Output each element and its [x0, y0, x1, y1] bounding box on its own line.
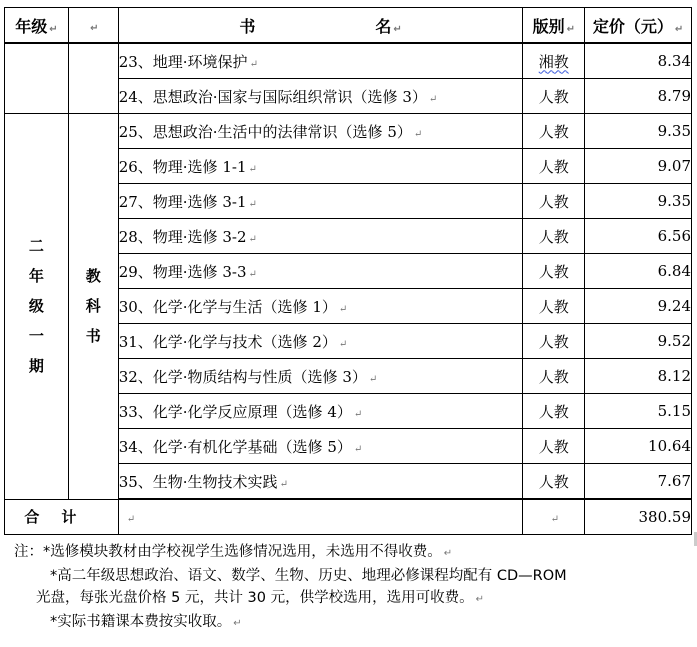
- grade-char: 期: [28, 357, 44, 376]
- header-book-name: 书 名 ↵: [118, 8, 523, 44]
- book-name-cell: 24、思想政治·国家与国际组织常识（选修 3） ↵: [118, 79, 523, 114]
- publisher-cell: 人教: [523, 429, 585, 464]
- price-cell: 6.84: [585, 254, 692, 289]
- book-name-cell: 28、物理·选修 3-2 ↵: [118, 219, 523, 254]
- price-cell: 9.35: [585, 114, 692, 149]
- price-cell: 9.07: [585, 149, 692, 184]
- header-publisher: 版别 ↵: [523, 8, 585, 44]
- total-empty-publisher: ↵: [523, 499, 585, 535]
- table-row: [5, 43, 692, 79]
- publisher-cell: 人教: [523, 359, 585, 394]
- price-cell: 9.24: [585, 289, 692, 324]
- type-char: 科: [85, 297, 101, 316]
- header-price: 定价（元） ↵: [585, 8, 692, 44]
- publisher-cell: 人教: [523, 149, 585, 184]
- book-name-cell: 27、物理·选修 3-1 ↵: [118, 184, 523, 219]
- note-line-3: 光盘，每张光盘价格 5 元，共计 30 元，供学校选用，选用可收费。 ↵: [36, 590, 485, 606]
- book-name-cell: 29、物理·选修 3-3 ↵: [118, 254, 523, 289]
- publisher-cell: 人教: [523, 289, 585, 324]
- book-name-cell: 33、化学·化学反应原理（选修 4） ↵: [118, 394, 523, 429]
- price-cell: 8.79: [585, 79, 692, 114]
- publisher-cell: 人教: [523, 394, 585, 429]
- publisher-cell: 湘教: [523, 43, 585, 79]
- type-char: 教: [85, 267, 101, 286]
- price-cell: 7.67: [585, 464, 692, 500]
- price-cell: 8.34: [585, 43, 692, 79]
- publisher-cell: 人教: [523, 184, 585, 219]
- grade-char: 二: [28, 237, 44, 256]
- publisher-cell: 人教: [523, 79, 585, 114]
- publisher-cell: 人教: [523, 464, 585, 500]
- type-cell-empty: [68, 43, 118, 114]
- grade-char: 年: [28, 267, 44, 286]
- grade-cell-empty: [5, 43, 69, 114]
- price-cell: 9.52: [585, 324, 692, 359]
- book-name-cell: 32、化学·物质结构与性质（选修 3） ↵: [118, 359, 523, 394]
- price-cell: 10.64: [585, 429, 692, 464]
- grade-cell: [5, 114, 69, 500]
- grade-char: 一: [28, 327, 44, 346]
- book-name-cell: 30、化学·化学与生活（选修 1） ↵: [118, 289, 523, 324]
- total-value: 380.59: [585, 499, 692, 535]
- price-cell: 9.35: [585, 184, 692, 219]
- price-cell: 8.12: [585, 359, 692, 394]
- type-cell: [68, 114, 118, 500]
- total-label: 合计: [5, 499, 119, 535]
- table-row: [5, 114, 692, 149]
- book-name-cell: 34、化学·有机化学基础（选修 5） ↵: [118, 429, 523, 464]
- type-char: 书: [85, 327, 101, 346]
- book-name-cell: 35、生物·生物技术实践 ↵: [118, 464, 523, 500]
- note-line-4: *实际书籍课本费按实收取。 ↵: [50, 614, 242, 630]
- textbook-price-table: [4, 7, 692, 535]
- table-header-row: [5, 8, 692, 44]
- publisher-cell: 人教: [523, 114, 585, 149]
- note-line-2: *高二年级思想政治、语文、数学、生物、历史、地理必修课程均配有 CD—ROM: [50, 568, 567, 584]
- grade-char: 级: [28, 297, 44, 316]
- publisher-cell: 人教: [523, 324, 585, 359]
- price-cell: 6.56: [585, 219, 692, 254]
- total-row: [5, 499, 692, 535]
- total-empty-name: ↵: [118, 499, 523, 535]
- book-name-cell: 25、思想政治·生活中的法律常识（选修 5） ↵: [118, 114, 523, 149]
- book-name-cell: 23、地理·环境保护 ↵: [118, 43, 523, 79]
- book-name-cell: 31、化学·化学与技术（选修 2） ↵: [118, 324, 523, 359]
- note-line-1: 注：*选修模块教材由学校视学生选修情况选用，未选用不得收费。 ↵: [14, 544, 453, 560]
- publisher-cell: 人教: [523, 254, 585, 289]
- book-name-cell: 26、物理·选修 1-1 ↵: [118, 149, 523, 184]
- footnotes: [14, 541, 694, 635]
- header-type: ↵: [68, 8, 118, 44]
- header-grade: 年级 ↵: [5, 8, 69, 44]
- publisher-cell: 人教: [523, 219, 585, 254]
- price-cell: 5.15: [585, 394, 692, 429]
